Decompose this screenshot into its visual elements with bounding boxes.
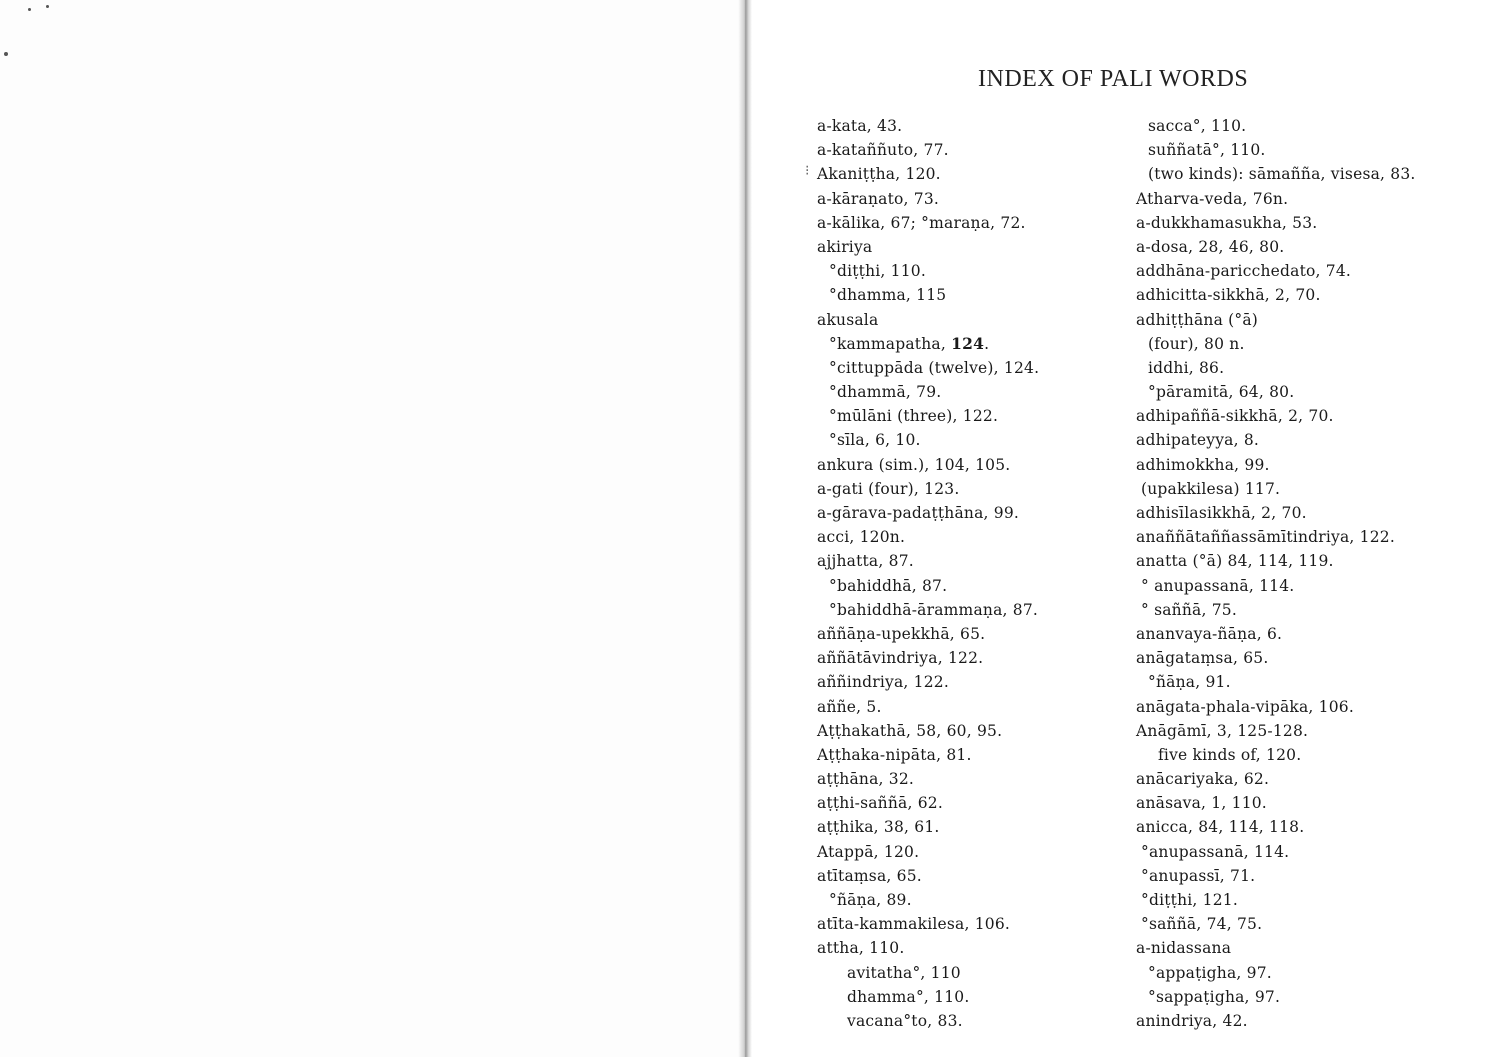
index-entry: [1136, 622, 1416, 646]
index-entry: [1136, 283, 1416, 307]
entry-text: °saññā, 74, 75.: [1141, 915, 1263, 934]
entry-text: ° anupassanā, 114.: [1141, 576, 1295, 595]
index-entry: [1136, 961, 1416, 985]
entry-text: °pāramitā, 64, 80.: [1148, 383, 1295, 402]
index-entry: [817, 791, 1039, 815]
index-entry: [1136, 114, 1416, 138]
index-entry: [817, 114, 1039, 138]
index-entry: [1136, 549, 1416, 573]
index-entry: [1136, 985, 1416, 1009]
index-entry: [1136, 235, 1416, 259]
index-entry: [1136, 743, 1416, 767]
entry-text: anāgataṃsa, 65.: [1136, 649, 1269, 668]
index-entry: [1136, 453, 1416, 477]
entry-text: °bahiddhā, 87.: [829, 576, 948, 595]
entry-text: a-gati (four), 123.: [817, 479, 960, 498]
index-entry: [817, 453, 1039, 477]
index-entry: [1136, 477, 1416, 501]
index-entry: [817, 138, 1039, 162]
entry-text: °dhamma, 115: [829, 286, 947, 305]
entry-text: °anupassī, 71.: [1141, 866, 1256, 885]
index-entry: [817, 501, 1039, 525]
entry-text: °sappaṭigha, 97.: [1148, 987, 1281, 1006]
index-entry: [1136, 428, 1416, 452]
index-entry: [817, 283, 1039, 307]
index-column-left: [817, 114, 1039, 1033]
entry-text: acci, 120n.: [817, 528, 906, 547]
entry-text: Aṭṭhakathā, 58, 60, 95.: [817, 721, 1003, 740]
index-entry: [817, 525, 1039, 549]
index-entry: [817, 767, 1039, 791]
entry-text: a-kāraṇato, 73.: [817, 189, 940, 208]
entry-text: adhipateyya, 8.: [1136, 431, 1260, 450]
entry-text: a-dosa, 28, 46, 80.: [1136, 237, 1285, 256]
index-entry: [817, 985, 1039, 1009]
index-entry: [817, 961, 1039, 985]
index-entry: [1136, 525, 1416, 549]
entry-text: Anāgāmī, 3, 125-128.: [1136, 721, 1309, 740]
index-entry: [1136, 646, 1416, 670]
index-entry: [1136, 574, 1416, 598]
entry-suffix: .: [984, 334, 990, 353]
entry-text: °appaṭigha, 97.: [1148, 963, 1272, 982]
entry-text: vacana°to, 83.: [847, 1011, 963, 1030]
entry-text: °ñāṇa, 91.: [1148, 673, 1231, 692]
entry-text: °diṭṭhi, 121.: [1141, 891, 1238, 909]
index-entry: [817, 187, 1039, 211]
entry-text: °mūlāni (three), 122.: [829, 407, 999, 426]
index-entry: [817, 670, 1039, 694]
index-entry: [817, 719, 1039, 743]
index-entry: [1136, 815, 1416, 839]
index-entry: [817, 356, 1039, 380]
entry-text: °ñāṇa, 89.: [829, 891, 912, 909]
index-entry: [817, 815, 1039, 839]
entry-text: °dhammā, 79.: [829, 383, 942, 402]
entry-text: aṭṭhāna, 32.: [817, 770, 915, 789]
index-entry: [817, 912, 1039, 936]
entry-text: °diṭṭhi, 110.: [829, 262, 926, 281]
index-entry: [817, 864, 1039, 888]
index-entry: [1136, 332, 1416, 356]
index-entry: [817, 235, 1039, 259]
index-entry: [1136, 936, 1416, 960]
index-entry: [817, 380, 1039, 404]
entry-text: sacca°, 110.: [1148, 117, 1247, 135]
entry-text: attha, 110.: [817, 939, 905, 958]
entry-text: five kinds of, 120.: [1158, 745, 1302, 764]
entry-text: (upakkilesa) 117.: [1141, 479, 1281, 498]
index-entry: [1136, 840, 1416, 864]
entry-text: a-kālika, 67; °maraṇa, 72.: [817, 213, 1026, 232]
entry-text: Akaniṭṭha, 120.: [817, 165, 941, 184]
index-entry: [1136, 888, 1416, 912]
index-entry: [1136, 719, 1416, 743]
entry-text: °cittuppāda (twelve), 124.: [829, 358, 1040, 377]
entry-text: atītaṃsa, 65.: [817, 866, 922, 885]
index-entry: [1136, 791, 1416, 815]
entry-text: aññindriya, 122.: [817, 673, 949, 692]
entry-text: adhimokkha, 99.: [1136, 455, 1270, 474]
index-entry: [817, 1009, 1039, 1033]
index-entry: [817, 888, 1039, 912]
entry-text: aññātāvindriya, 122.: [817, 649, 984, 668]
index-entry: [817, 743, 1039, 767]
index-entry: [817, 477, 1039, 501]
index-entry: [817, 574, 1039, 598]
entry-text: aṭṭhi-saññā, 62.: [817, 794, 943, 813]
index-entry: [1136, 1009, 1416, 1033]
index-entry: [817, 936, 1039, 960]
entry-text: avitatha°, 110: [847, 963, 961, 982]
entry-text: adhiṭṭhāna (°ā): [1136, 310, 1259, 329]
entry-text: a-nidassana: [1136, 939, 1232, 958]
entry-text: aṭṭhika, 38, 61.: [817, 818, 940, 837]
entry-text: addhāna-paricchedato, 74.: [1136, 262, 1352, 281]
index-entry: [817, 308, 1039, 332]
index-entry: [1136, 308, 1416, 332]
entry-text: iddhi, 86.: [1148, 358, 1225, 377]
page-title: INDEX OF PALI WORDS: [978, 66, 1249, 92]
entry-text: anāsava, 1, 110.: [1136, 794, 1267, 813]
index-entry: [1136, 695, 1416, 719]
entry-text: Atappā, 120.: [817, 842, 920, 861]
entry-text: anāgata-phala-vipāka, 106.: [1136, 697, 1354, 716]
index-entry: [817, 162, 1039, 186]
index-entry: [817, 549, 1039, 573]
entry-text: °bahiddhā-ārammaṇa, 87.: [829, 600, 1039, 619]
entry-text: anicca, 84, 114, 118.: [1136, 818, 1305, 837]
entry-text: adhicitta-sikkhā, 2, 70.: [1136, 286, 1321, 305]
index-entry: [1136, 501, 1416, 525]
index-entry: [1136, 162, 1416, 186]
index-entry: [1136, 670, 1416, 694]
entry-text: dhamma°, 110.: [847, 987, 970, 1006]
entry-text: a-kata, 43.: [817, 117, 903, 135]
entry-text: ankura (sim.), 104, 105.: [817, 455, 1011, 474]
index-entry: [1136, 864, 1416, 888]
index-entry: [1136, 356, 1416, 380]
index-entry: [1136, 380, 1416, 404]
index-entry: [817, 646, 1039, 670]
entry-text: (four), 80 n.: [1148, 334, 1245, 353]
entry-text: ajjhatta, 87.: [817, 552, 914, 571]
entry-text: atīta-kammakilesa, 106.: [817, 915, 1011, 934]
entry-text: aññe, 5.: [817, 697, 882, 716]
entry-text: anatta (°ā) 84, 114, 119.: [1136, 552, 1334, 571]
entry-text: ananvaya-ñāṇa, 6.: [1136, 624, 1283, 643]
entry-text: ° saññā, 75.: [1141, 600, 1237, 619]
index-entry: [817, 332, 1039, 356]
book-gutter: [738, 0, 752, 1057]
left-blank-page: [0, 0, 740, 1057]
index-entry: [817, 404, 1039, 428]
entry-text: aññāṇa-upekkhā, 65.: [817, 624, 986, 643]
entry-text: a-gārava-padaṭṭhāna, 99.: [817, 504, 1020, 522]
index-entry: [817, 428, 1039, 452]
index-entry: [1136, 598, 1416, 622]
index-entry: [1136, 259, 1416, 283]
entry-text: a-dukkhamasukha, 53.: [1136, 213, 1318, 232]
scan-speck: [4, 52, 8, 56]
scan-speck: [46, 5, 49, 8]
entry-text: anindriya, 42.: [1136, 1011, 1248, 1030]
entry-text: akiriya: [817, 237, 873, 256]
entry-bold-page: 124: [951, 333, 985, 353]
index-entry: [1136, 138, 1416, 162]
bracket-mark: ⁝: [805, 163, 810, 179]
scan-speck: [28, 8, 31, 11]
index-entry: [817, 622, 1039, 646]
index-entry: [817, 695, 1039, 719]
index-entry: [1136, 404, 1416, 428]
index-entry: [817, 840, 1039, 864]
entry-text: adhisīlasikkhā, 2, 70.: [1136, 504, 1307, 522]
entry-text: °sīla, 6, 10.: [829, 431, 921, 450]
index-entry: [817, 211, 1039, 235]
entry-text: Aṭṭhaka-nipāta, 81.: [817, 745, 972, 764]
entry-text: Atharva-veda, 76n.: [1136, 189, 1289, 208]
entry-text: akusala: [817, 310, 879, 329]
index-entry: [817, 259, 1039, 283]
entry-text: (two kinds): sāmañña, visesa, 83.: [1148, 165, 1416, 184]
index-column-right: [1136, 114, 1416, 1033]
entry-text: suññatā°, 110.: [1148, 141, 1266, 160]
index-entry: [1136, 211, 1416, 235]
index-entry: [817, 598, 1039, 622]
entry-text: anaññātaññassāmītindriya, 122.: [1136, 528, 1395, 547]
entry-text: °anupassanā, 114.: [1141, 842, 1290, 861]
index-entry: [1136, 767, 1416, 791]
entry-text: °kammapatha,: [829, 334, 952, 353]
entry-text: adhipaññā-sikkhā, 2, 70.: [1136, 407, 1334, 426]
entry-text: a-kataññuto, 77.: [817, 141, 949, 160]
index-entry: [1136, 187, 1416, 211]
index-entry: [1136, 912, 1416, 936]
entry-text: anācariyaka, 62.: [1136, 770, 1270, 789]
